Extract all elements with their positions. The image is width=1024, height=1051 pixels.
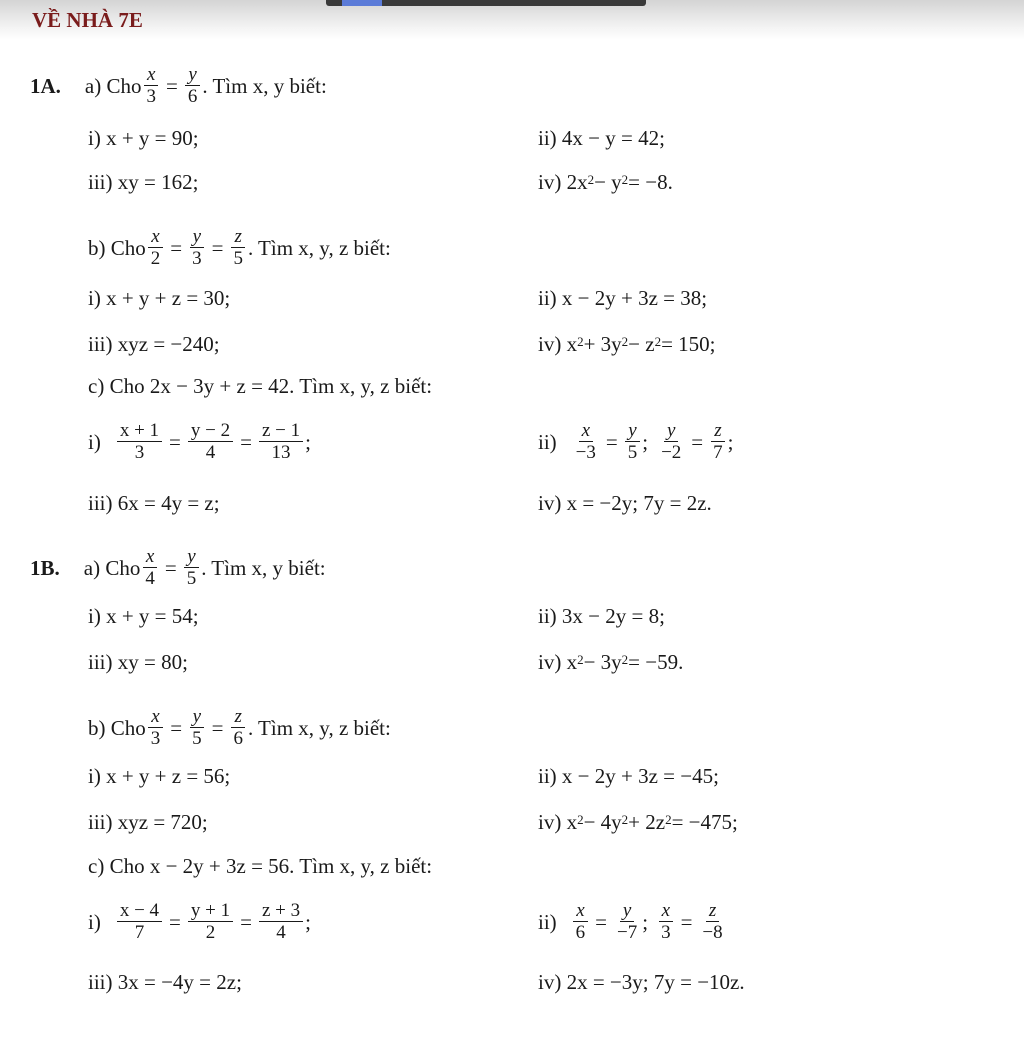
fraction: $\frac{x - 4}{7}$: [117, 900, 162, 943]
ex-1b-c-statement: c) Cho x − 2y + 3z = 56. Tìm x, y, z biết:: [88, 854, 433, 878]
ex-1a-c-ii: ii) $\frac{x}{-3}$ = $\frac{y}{5}$ ; $\frac{y}{-2}$ = $\frac{z}{7}$ ;: [538, 420, 734, 463]
active-tab-indicator: [342, 0, 382, 6]
ex-1a-a-statement: 1A. a) Cho $\frac{x}{3}$ = $\frac{y}{6}$ . Tìm x, y biết:: [30, 64, 327, 107]
fraction: $\frac{x}{-3}$: [575, 420, 596, 463]
tim-text: . Tìm x, y biết:: [201, 555, 326, 580]
ex-1a-b-i: i) x + y + z = 30;: [88, 286, 231, 310]
ex-1a-c-iii: iii) 6x = 4y = z;: [88, 491, 220, 515]
ex-1b-c-ii: ii) $\frac{x}{6}$ = $\frac{y}{-7}$ ; $\frac{x}{3}$ = $\frac{z}{-8}$: [538, 900, 728, 943]
ex-1b-a-statement: 1B. a) Cho $\frac{x}{4}$ = $\frac{y}{5}$ . Tìm x, y biết:: [30, 546, 326, 589]
ex-1b-a-iv: iv) x $^2$ − 3y $^2$ = −59.: [538, 650, 684, 674]
ex-1b-b-iii: iii) xyz = 720;: [88, 810, 208, 834]
ex-1b-b-ii: ii) x − 2y + 3z = −45;: [538, 764, 719, 788]
cho-text: a) Cho: [83, 555, 141, 580]
fraction: $\frac{x}{3}$: [148, 706, 164, 749]
ex-1b-label: 1B.: [30, 555, 60, 580]
fraction: $\frac{y}{5}$: [184, 546, 200, 589]
ex-1a-c-i: i) $\frac{x + 1}{3}$ = $\frac{y - 2}{4}$ = $\frac{z - 1}{13}$ ;: [88, 420, 311, 463]
ex-1b-a-i: i) x + y = 54;: [88, 604, 199, 628]
ex-1b-b-statement: b) Cho $\frac{x}{3}$ = $\frac{y}{5}$ = $\frac{z}{6}$ . Tìm x, y, z biết:: [88, 706, 391, 749]
fraction: $\frac{z + 3}{4}$: [259, 900, 303, 943]
ex-1b-c-iv: iv) 2x = −3y; 7y = −10z.: [538, 970, 745, 994]
fraction: $\frac{z}{-8}$: [702, 900, 723, 943]
ex-1a-c-statement: c) Cho 2x − 3y + z = 42. Tìm x, y, z biết:: [88, 374, 433, 398]
fraction: $\frac{y}{5}$: [189, 706, 205, 749]
fraction: $\frac{y + 1}{2}$: [188, 900, 233, 943]
ex-1b-b-i: i) x + y + z = 56;: [88, 764, 231, 788]
fraction: $\frac{x}{6}$: [573, 900, 589, 943]
page-heading: VỀ NHÀ 7E: [32, 8, 143, 32]
tim-text: . Tìm x, y, z biết:: [247, 235, 391, 260]
fraction: $\frac{x}{3}$: [144, 64, 160, 107]
tim-text: . Tìm x, y biết:: [202, 73, 327, 98]
fraction: $\frac{x}{4}$: [142, 546, 158, 589]
ex-1b-c-iii: iii) 3x = −4y = 2z;: [88, 970, 242, 994]
ex-1b-a-iii: iii) xy = 80;: [88, 650, 188, 674]
fraction: $\frac{x}{2}$: [148, 226, 164, 269]
cho-text: b) Cho: [88, 235, 146, 260]
fraction: $\frac{x}{3}$: [658, 900, 674, 943]
tab-strip: [326, 0, 646, 6]
fraction: $\frac{y}{-2}$: [661, 420, 682, 463]
ex-1a-a-iv: iv) 2x $^2$ − y $^2$ = −8.: [538, 170, 673, 194]
fraction: $\frac{y - 2}{4}$: [188, 420, 233, 463]
fraction: $\frac{z}{5}$: [233, 226, 243, 269]
ex-1a-label: 1A.: [30, 73, 61, 98]
cho-text: b) Cho: [88, 715, 146, 740]
ex-1b-a-ii: ii) 3x − 2y = 8;: [538, 604, 665, 628]
ex-1b-b-iv: iv) x $^2$ − 4y $^2$ + 2z $^2$ = −475;: [538, 810, 738, 834]
tim-text: . Tìm x, y, z biết:: [247, 715, 391, 740]
ex-1a-b-iii: iii) xyz = −240;: [88, 332, 220, 356]
ex-1a-a-i: i) x + y = 90;: [88, 126, 199, 150]
fraction: $\frac{y}{6}$: [185, 64, 201, 107]
fraction: $\frac{z}{6}$: [233, 706, 243, 749]
ex-1b-c-i: i) $\frac{x - 4}{7}$ = $\frac{y + 1}{2}$ = $\frac{z + 3}{4}$ ;: [88, 900, 311, 943]
ex-1a-c-iv: iv) x = −2y; 7y = 2z.: [538, 491, 712, 515]
fraction: $\frac{z}{7}$: [713, 420, 723, 463]
ex-1a-b-iv: iv) x $^2$ + 3y $^2$ − z $^2$ = 150;: [538, 332, 716, 356]
ex-1a-b-ii: ii) x − 2y + 3z = 38;: [538, 286, 708, 310]
fraction: $\frac{z - 1}{13}$: [259, 420, 303, 463]
ex-1a-a-ii: ii) 4x − y = 42;: [538, 126, 665, 150]
fraction: $\frac{y}{3}$: [189, 226, 205, 269]
browser-top-bar: [0, 0, 1024, 40]
fraction: $\frac{y}{-7}$: [617, 900, 638, 943]
cho-text: a) Cho: [84, 73, 142, 98]
fraction: $\frac{x + 1}{3}$: [117, 420, 162, 463]
ex-1a-b-statement: b) Cho $\frac{x}{2}$ = $\frac{y}{3}$ = $\frac{z}{5}$ . Tìm x, y, z biết:: [88, 226, 391, 269]
fraction: $\frac{y}{5}$: [625, 420, 641, 463]
ex-1a-a-iii: iii) xy = 162;: [88, 170, 199, 194]
